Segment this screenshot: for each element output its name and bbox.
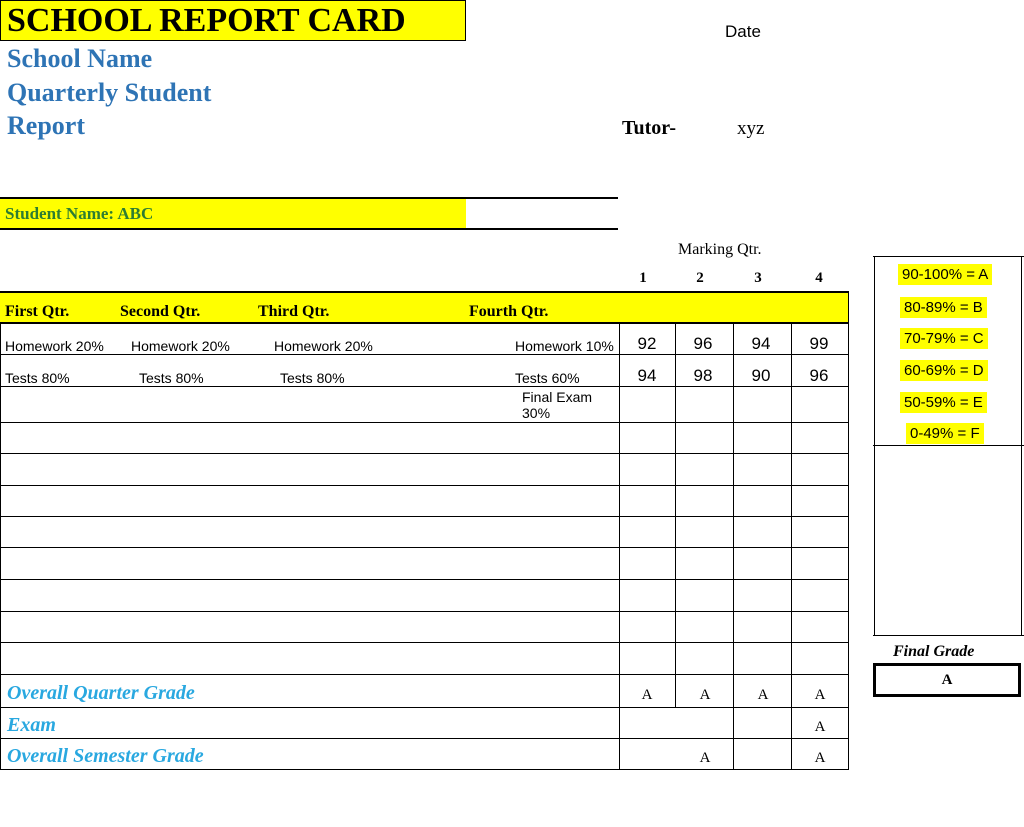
scale-panel-bottom-rule — [873, 635, 1024, 636]
grade-scale-a: 90-100% = A — [898, 264, 992, 285]
grid-line — [848, 291, 849, 770]
homework-score-q1: 92 — [637, 334, 657, 353]
scale-panel-left-border — [874, 256, 875, 636]
quarter-header-first: First Qtr. — [5, 303, 70, 320]
overall-quarter-grade-label: Overall Quarter Grade — [7, 682, 195, 704]
homework-score-q2: 96 — [693, 334, 713, 353]
tests-score-q2: 98 — [693, 366, 713, 385]
grid-line — [733, 322, 734, 770]
page-title: SCHOOL REPORT CARD — [7, 2, 406, 39]
quarter-header-fourth: Fourth Qtr. — [469, 303, 549, 320]
grid-line — [0, 642, 849, 643]
homework-score-q3: 94 — [751, 334, 771, 353]
grid-line — [0, 354, 849, 355]
marking-qtr-label: Marking Qtr. — [678, 241, 762, 258]
report-subtitle-line2: Report — [7, 111, 85, 140]
tests-weight-q4: Tests 60% — [515, 370, 580, 386]
overall-semester-grade-label: Overall Semester Grade — [7, 745, 204, 767]
quarter-number-4: 4 — [815, 270, 823, 286]
grid-line — [0, 485, 849, 486]
date-label: Date — [725, 22, 761, 41]
grid-line — [0, 322, 1, 770]
tests-weight-q3: Tests 80% — [280, 370, 345, 386]
tests-score-q1: 94 — [637, 366, 657, 385]
homework-score-q4: 99 — [809, 334, 829, 353]
exam-label: Exam — [7, 714, 56, 736]
homework-weight-q1: Homework 20% — [5, 338, 104, 354]
final-exam-weight-line2: 30% — [522, 405, 551, 421]
grade-scale-e: 50-59% = E — [900, 392, 987, 413]
report-subtitle-line1: Quarterly Student — [7, 78, 212, 107]
grid-line — [0, 707, 849, 708]
scale-panel-right-border — [1021, 256, 1022, 636]
homework-weight-q3: Homework 20% — [274, 338, 373, 354]
overall-quarter-grade-q1: A — [641, 687, 653, 703]
quarter-header-third: Third Qtr. — [258, 303, 330, 320]
quarter-number-2: 2 — [696, 270, 704, 286]
scale-panel-top-rule — [873, 256, 1024, 257]
grid-line — [0, 386, 849, 387]
school-name: School Name — [7, 44, 153, 73]
student-name: Student Name: ABC — [5, 204, 154, 223]
final-exam-weight-line1: Final Exam — [522, 389, 593, 405]
tests-score-q4: 96 — [809, 366, 829, 385]
exam-grade-q4: A — [814, 719, 826, 735]
grade-scale-c: 70-79% = C — [900, 328, 988, 349]
homework-weight-q2: Homework 20% — [131, 338, 230, 354]
overall-quarter-grade-q4: A — [814, 687, 826, 703]
grid-line — [0, 516, 849, 517]
overall-semester-grade-q4: A — [814, 750, 826, 766]
tests-weight-q1: Tests 80% — [5, 370, 70, 386]
quarter-number-1: 1 — [639, 270, 647, 286]
final-grade-value: A — [941, 672, 953, 688]
grid-line — [0, 769, 849, 770]
overall-quarter-grade-q3: A — [757, 687, 769, 703]
tests-score-q3: 90 — [751, 366, 771, 385]
grid-line — [0, 453, 849, 454]
grid-line — [0, 422, 849, 423]
tutor-label: Tutor- — [622, 117, 677, 139]
grid-line — [0, 579, 849, 580]
scale-panel-divider — [873, 445, 1024, 446]
overall-quarter-grade-q2: A — [699, 687, 711, 703]
grade-scale-d: 60-69% = D — [900, 360, 988, 381]
homework-weight-q4: Homework 10% — [515, 338, 614, 354]
grid-line — [0, 674, 849, 675]
grid-line — [0, 738, 849, 739]
overall-semester-grade-q2: A — [699, 750, 711, 766]
grid-line — [0, 547, 849, 548]
tests-weight-q2: Tests 80% — [139, 370, 204, 386]
quarter-number-3: 3 — [754, 270, 762, 286]
grade-scale-f: 0-49% = F — [906, 423, 984, 444]
student-bottom-rule — [0, 228, 618, 230]
tutor-value: xyz — [737, 118, 765, 139]
quarter-header-second: Second Qtr. — [120, 303, 201, 320]
grid-line — [0, 611, 849, 612]
final-grade-label: Final Grade — [893, 643, 975, 660]
grid-line — [0, 322, 849, 324]
grade-scale-b: 80-89% = B — [900, 297, 987, 318]
